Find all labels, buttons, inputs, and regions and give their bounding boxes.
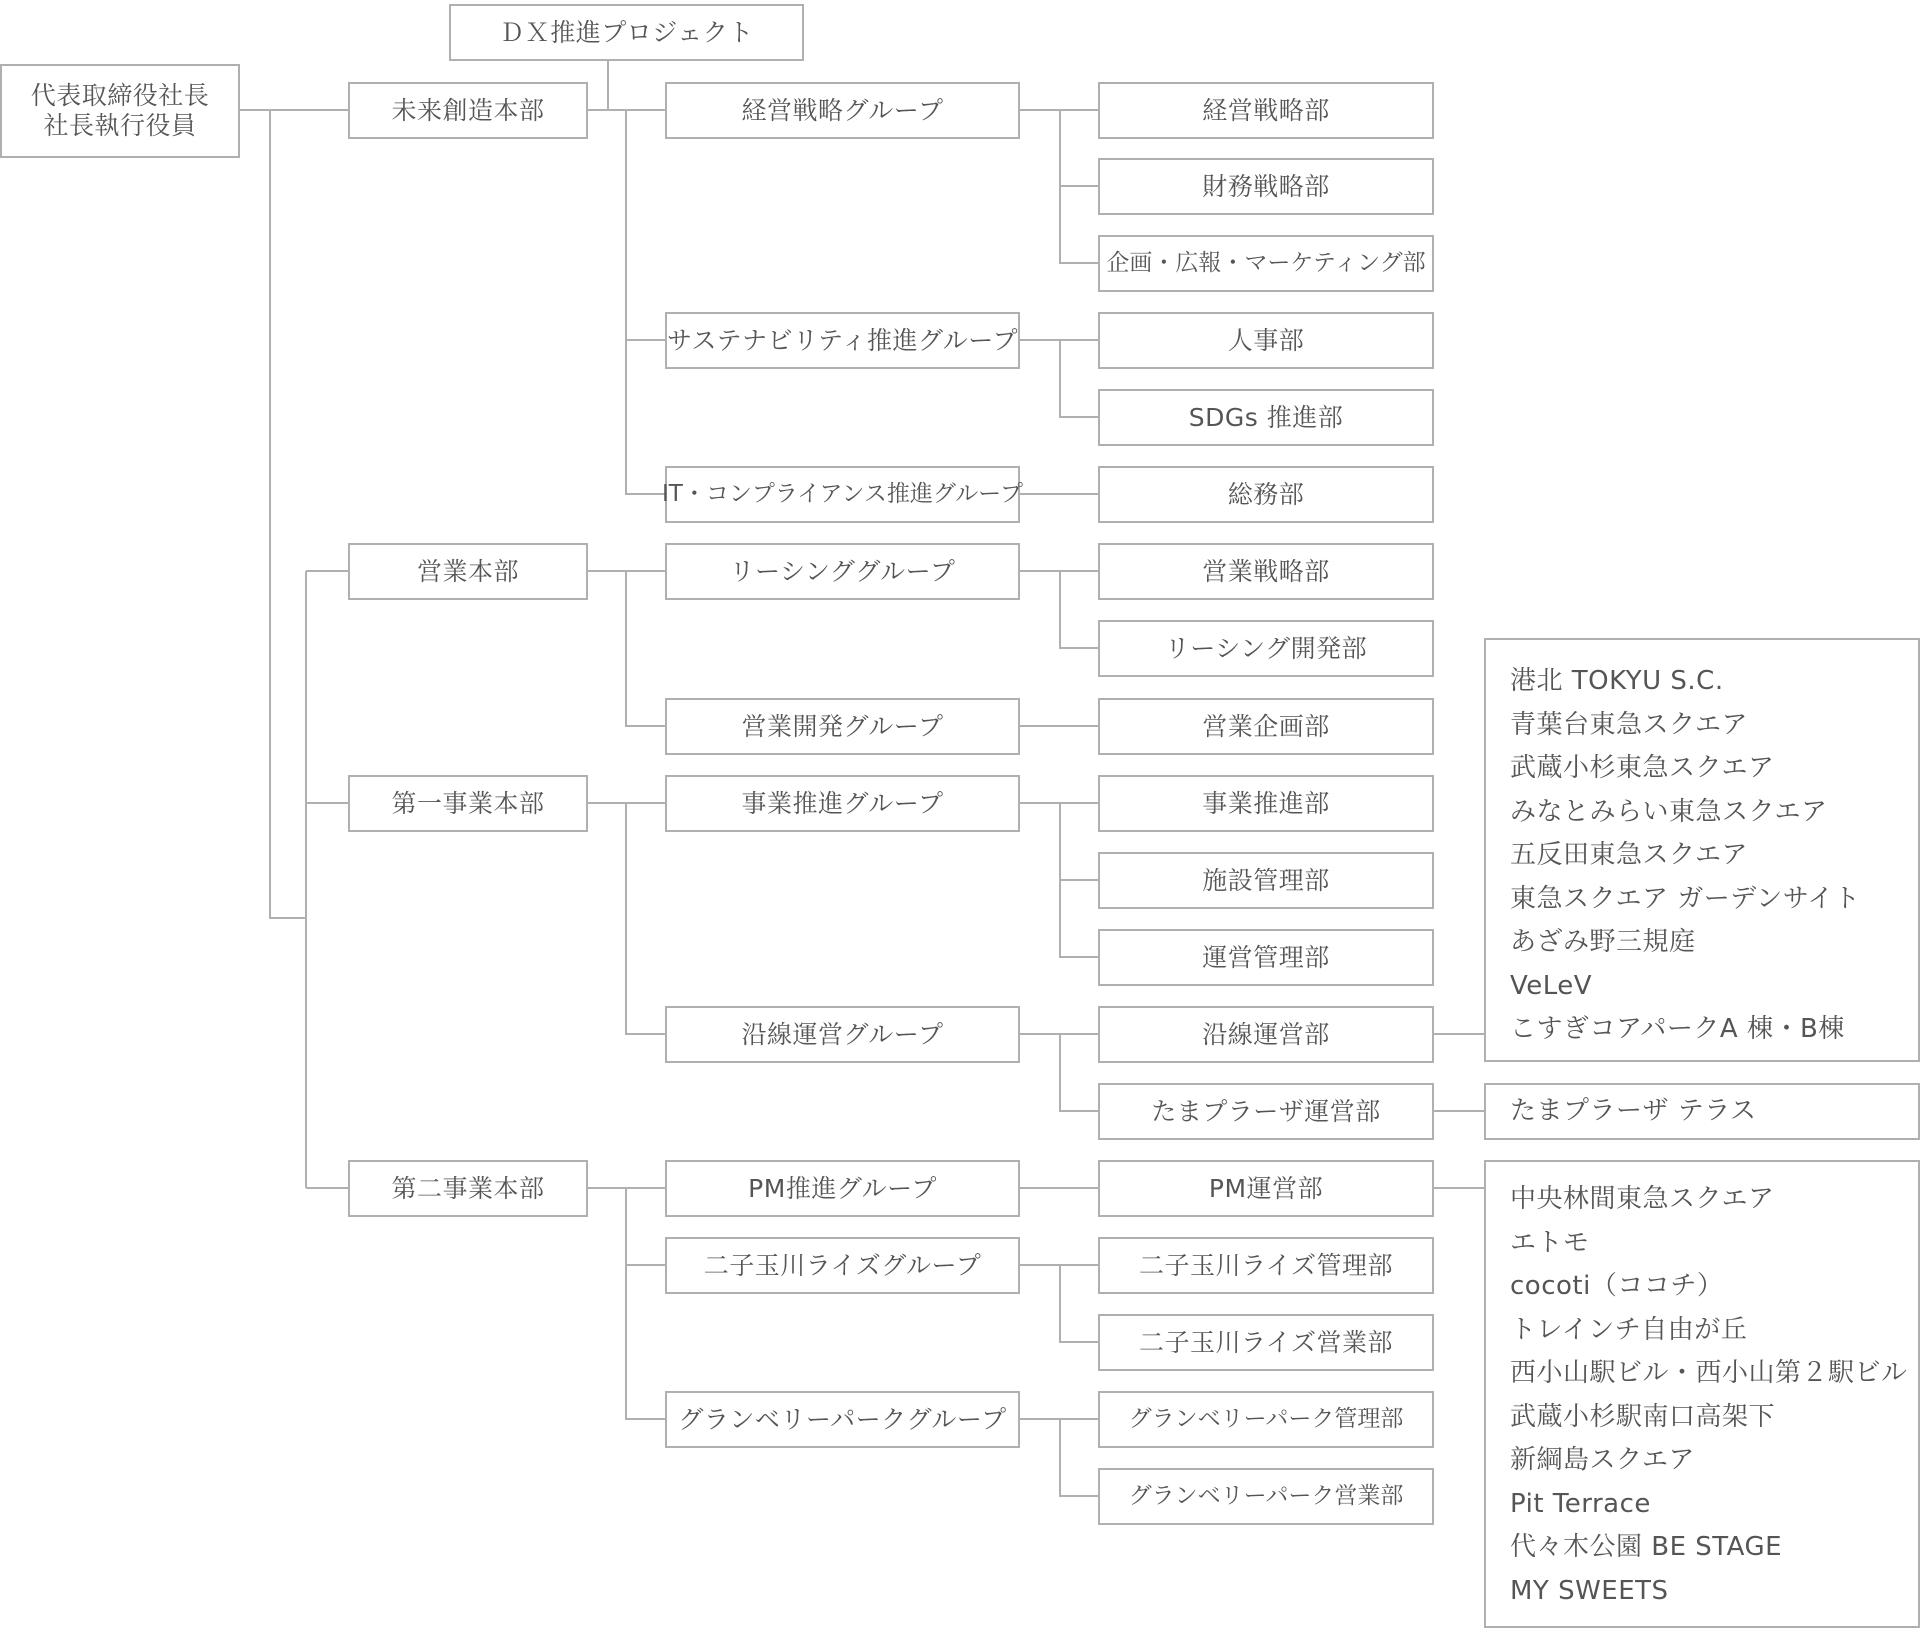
group-granberry: グランベリーパークグループ — [665, 1391, 1020, 1448]
hq-daini: 第二事業本部 — [348, 1160, 588, 1217]
facility-item: あざみ野三規庭 — [1510, 927, 1696, 957]
dept-jigyo-suishin: 事業推進部 — [1098, 775, 1434, 832]
facility-item: 東急スクエア ガーデンサイト — [1510, 883, 1861, 914]
facility-item: みなとみらい東急スクエア — [1510, 796, 1828, 827]
facility-item: 新綱島スクエア — [1510, 1445, 1695, 1475]
group-it-compliance: IT・コンプライアンス推進グループ — [665, 466, 1020, 523]
facility-item: 五反田東急スクエア — [1510, 840, 1748, 870]
facility-item: 武蔵小杉東急スクエア — [1510, 753, 1775, 783]
dept-somu: 総務部 — [1098, 466, 1434, 523]
dept-eigyo-kikaku: 営業企画部 — [1098, 698, 1434, 755]
facility-list-ensen — [1484, 638, 1920, 1062]
dept-granberry-eigyo: グランベリーパーク営業部 — [1098, 1468, 1434, 1525]
dept-eigyo-senryaku: 営業戦略部 — [1098, 543, 1434, 600]
group-futako-rise: 二子玉川ライズグループ — [665, 1237, 1020, 1294]
connector-jigyo-depts — [1020, 803, 1098, 957]
hq-mirai: 未来創造本部 — [348, 82, 588, 139]
group-pm: PM推進グループ — [665, 1160, 1020, 1217]
dept-shisetsu: 施設管理部 — [1098, 852, 1434, 909]
dept-keiei-senryaku: 経営戦略部 — [1098, 82, 1434, 139]
facility-item: 武蔵小杉駅南口高架下 — [1510, 1401, 1776, 1432]
connector-daiichi-groups — [588, 803, 665, 1034]
facility-item: VeLeV — [1510, 970, 1593, 1001]
connector-eigyo-groups — [588, 571, 665, 726]
dept-tama-unei: たまプラーザ運営部 — [1098, 1083, 1434, 1140]
dept-leasing-kaihatsu: リーシング開発部 — [1098, 620, 1434, 677]
dept-sdgs: SDGs 推進部 — [1098, 389, 1434, 446]
group-ensen: 沿線運営グループ — [665, 1006, 1020, 1063]
connector-leasing-depts — [1020, 571, 1098, 648]
facility-list-pm — [1484, 1160, 1920, 1628]
connector-mirai-groups — [588, 110, 665, 494]
dept-ensen-unei: 沿線運営部 — [1098, 1006, 1434, 1063]
group-keiei: 経営戦略グループ — [665, 82, 1020, 139]
president-box — [0, 64, 240, 158]
facility-item: エトモ — [1510, 1227, 1590, 1258]
connector-daini-groups — [588, 1188, 665, 1419]
dx-project-box: ＤＸ推進プロジェクト — [449, 4, 804, 61]
dept-pm-unei: PM運営部 — [1098, 1160, 1434, 1217]
facility-list-tama — [1484, 1083, 1920, 1140]
facility-item: トレインチ自由が丘 — [1510, 1314, 1748, 1345]
dept-jinji: 人事部 — [1098, 312, 1434, 369]
facility-item: MY SWEETS — [1510, 1575, 1669, 1606]
facility-item: 青葉台東急スクエア — [1510, 709, 1748, 740]
group-leasing: リーシンググループ — [665, 543, 1020, 600]
facility-item: 中央林間東急スクエア — [1510, 1184, 1775, 1214]
hq-daiichi: 第一事業本部 — [348, 775, 588, 832]
president-title-1: 代表取締役社長 — [30, 81, 210, 110]
group-sustainability: サステナビリティ推進グループ — [665, 312, 1020, 369]
connector-ensen-depts — [1020, 1034, 1098, 1111]
dept-futako-eigyo: 二子玉川ライズ営業部 — [1098, 1314, 1434, 1371]
facility-item: 西小山駅ビル・西小山第２駅ビル — [1510, 1358, 1908, 1388]
dept-futako-kanri: 二子玉川ライズ管理部 — [1098, 1237, 1434, 1294]
group-jigyo-suishin: 事業推進グループ — [665, 775, 1020, 832]
connector-sustain-depts — [1020, 340, 1098, 417]
facility-item: 代々木公園 BE STAGE — [1510, 1532, 1783, 1562]
dept-unei-kanri: 運営管理部 — [1098, 929, 1434, 986]
connector-keiei-depts — [1020, 110, 1098, 263]
facility-item: Pit Terrace — [1510, 1488, 1651, 1519]
facility-item: 港北 TOKYU S.C. — [1510, 666, 1724, 696]
facility-item: こすぎコアパークA 棟・B棟 — [1510, 1014, 1845, 1044]
dept-zaimu: 財務戦略部 — [1098, 158, 1434, 215]
president-title-2: 社長執行役員 — [43, 111, 197, 140]
hq-eigyo: 営業本部 — [348, 543, 588, 600]
facility-item: cocoti（ココチ） — [1510, 1271, 1724, 1301]
group-eigyo-kaihatsu: 営業開発グループ — [665, 698, 1020, 755]
dept-kikaku: 企画・広報・マーケティング部 — [1098, 235, 1434, 292]
facility-item: たまプラーザ テラス — [1510, 1095, 1757, 1126]
dept-granberry-kanri: グランベリーパーク管理部 — [1098, 1391, 1434, 1448]
connector-futako-depts — [1020, 1265, 1098, 1342]
connector-president — [240, 110, 306, 918]
connector-granberry-depts — [1020, 1419, 1098, 1496]
